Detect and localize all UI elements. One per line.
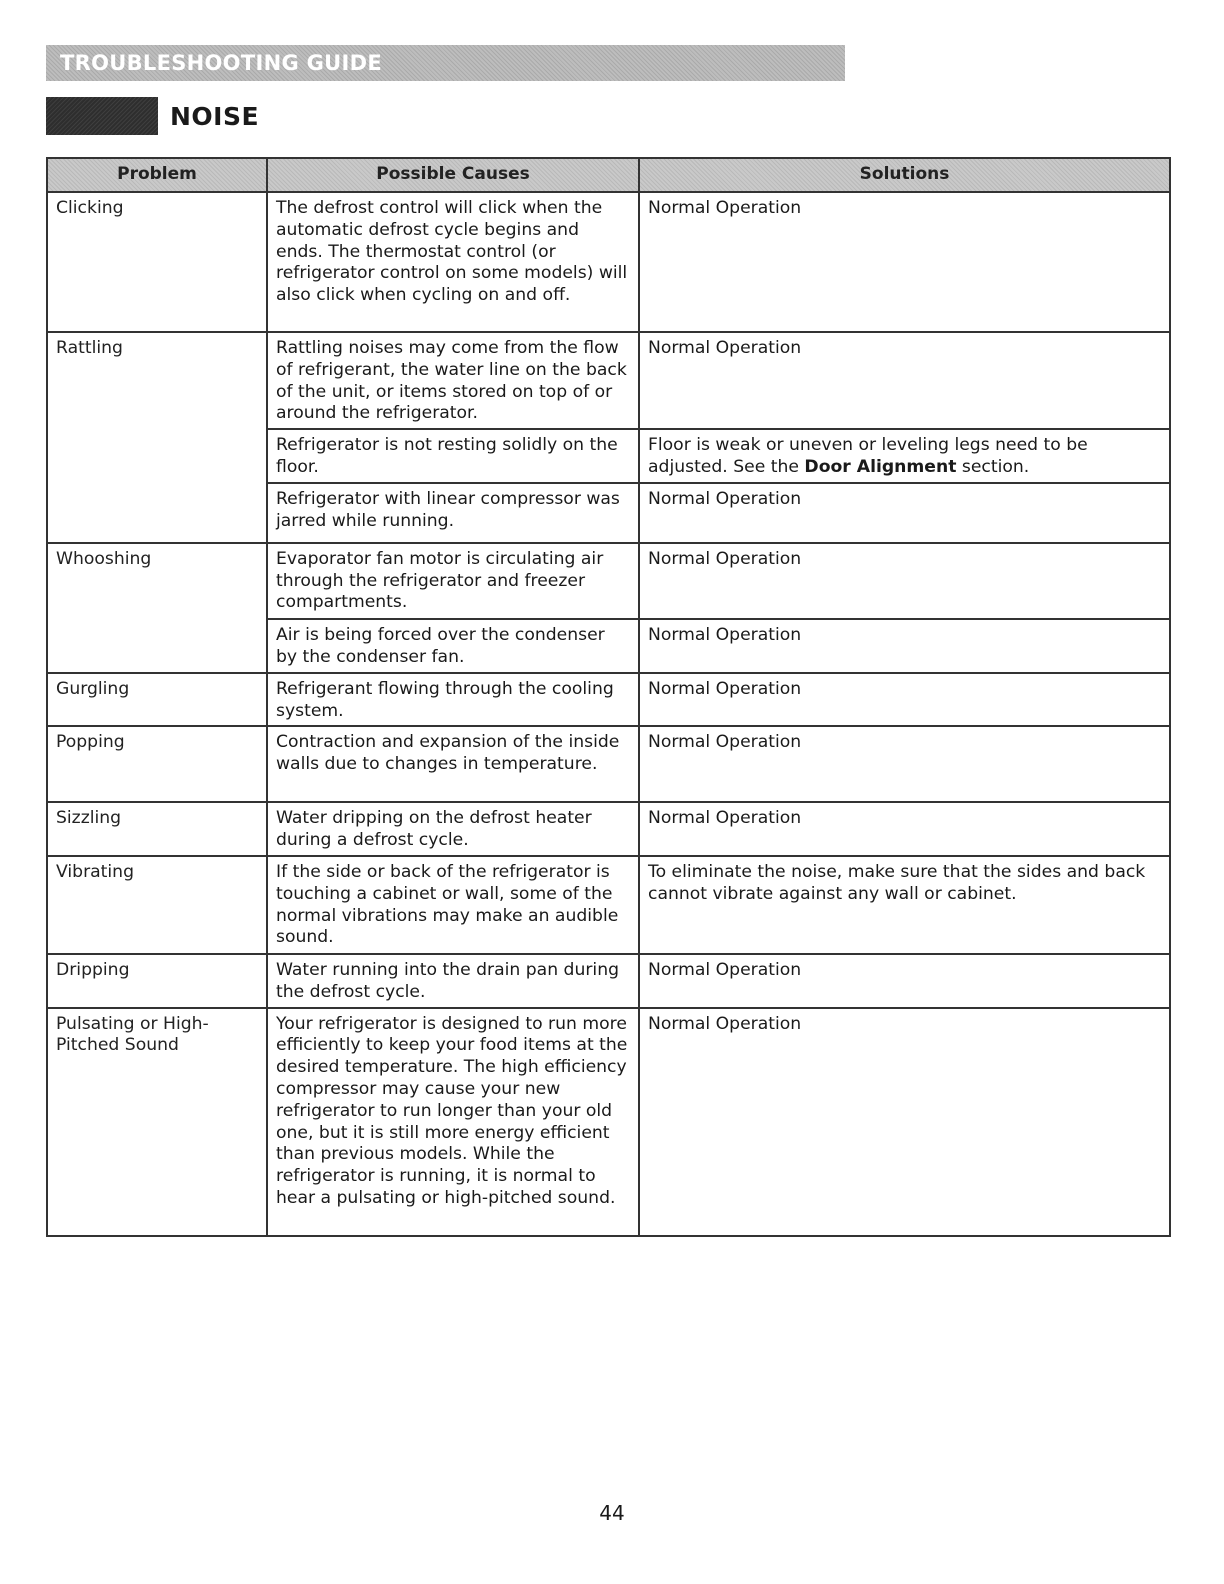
solution-cell: Normal Operation — [639, 726, 1170, 802]
problem-cell: Popping — [47, 726, 267, 802]
problem-cell: Whooshing — [47, 543, 267, 673]
cause-cell: If the side or back of the refrigerator is touching a cabinet or wall, some of the normal vibrations may make an audible sound. — [267, 856, 639, 954]
solution-cell: To eliminate the noise, make sure that the sides and back cannot vibrate against any wall or cabinet. — [639, 856, 1170, 954]
solution-cell: Normal Operation — [639, 673, 1170, 727]
problem-cell: Clicking — [47, 192, 267, 332]
column-header-possible-causes: Possible Causes — [267, 158, 639, 192]
problem-cell: Pulsating or High-Pitched Sound — [47, 1008, 267, 1236]
table-row — [47, 802, 1170, 856]
problem-cell: Vibrating — [47, 856, 267, 954]
problem-cell: Sizzling — [47, 802, 267, 856]
troubleshooting-guide-banner: TROUBLESHOOTING GUIDE — [46, 45, 845, 81]
problem-cell: Rattling — [47, 332, 267, 543]
problem-cell: Gurgling — [47, 673, 267, 727]
cause-cell: Water dripping on the defrost heater during a defrost cycle. — [267, 802, 639, 856]
cause-cell: Air is being forced over the condenser by the condenser fan. — [267, 619, 639, 673]
section-header — [46, 97, 259, 135]
solution-cell: Normal Operation — [639, 954, 1170, 1008]
cause-cell: Refrigerator is not resting solidly on the floor. — [267, 429, 639, 483]
column-header-problem: Problem — [47, 158, 267, 192]
table-row — [47, 673, 1170, 727]
cause-cell: Your refrigerator is designed to run more efficiently to keep your food items at the desired temperature. The high efficiency compressor may cause your new refrigerator to run longer than your old one, but it is still more energy efficient than previous models. While the refrigerator is running, it is normal to hear a pulsating or high-pitched sound. — [267, 1008, 639, 1236]
table-row — [47, 726, 1170, 802]
cause-cell: Refrigerant flowing through the cooling system. — [267, 673, 639, 727]
cause-cell: The defrost control will click when the automatic defrost cycle begins and ends. The thermostat control (or refrigerator control on some models) will also click when cycling on and off. — [267, 192, 639, 332]
table-header-row — [47, 158, 1170, 192]
solution-cell: Normal Operation — [639, 483, 1170, 543]
table-row — [47, 332, 1170, 429]
cause-cell: Contraction and expansion of the inside walls due to changes in temperature. — [267, 726, 639, 802]
cause-cell: Rattling noises may come from the flow of refrigerant, the water line on the back of the unit, or items stored on top of or around the refrigerator. — [267, 332, 639, 429]
cause-cell: Evaporator fan motor is circulating air through the refrigerator and freezer compartments. — [267, 543, 639, 619]
table-row — [47, 192, 1170, 332]
table-row — [47, 1008, 1170, 1236]
section-marker-block — [46, 97, 158, 135]
section-title: NOISE — [170, 101, 260, 131]
table-row — [47, 856, 1170, 954]
column-header-solutions: Solutions — [639, 158, 1170, 192]
solution-cell: Normal Operation — [639, 802, 1170, 856]
cause-cell: Water running into the drain pan during the defrost cycle. — [267, 954, 639, 1008]
solution-cell: Normal Operation — [639, 543, 1170, 619]
solution-cell — [639, 429, 1170, 483]
problem-cell: Dripping — [47, 954, 267, 1008]
page-number: 44 — [599, 1501, 625, 1525]
table-row — [47, 954, 1170, 1008]
solution-cell: Normal Operation — [639, 192, 1170, 332]
solution-text: Floor is weak or uneven or leveling legs need to be adjusted. See the — [648, 435, 1088, 477]
noise-troubleshooting-table — [46, 157, 1171, 1237]
solution-cell: Normal Operation — [639, 619, 1170, 673]
solution-cell: Normal Operation — [639, 1008, 1170, 1236]
solution-text: section. — [956, 456, 1030, 477]
cause-cell: Refrigerator with linear compressor was jarred while running. — [267, 483, 639, 543]
solution-cell: Normal Operation — [639, 332, 1170, 429]
table-row — [47, 543, 1170, 619]
door-alignment-reference: Door Alignment — [804, 456, 957, 477]
